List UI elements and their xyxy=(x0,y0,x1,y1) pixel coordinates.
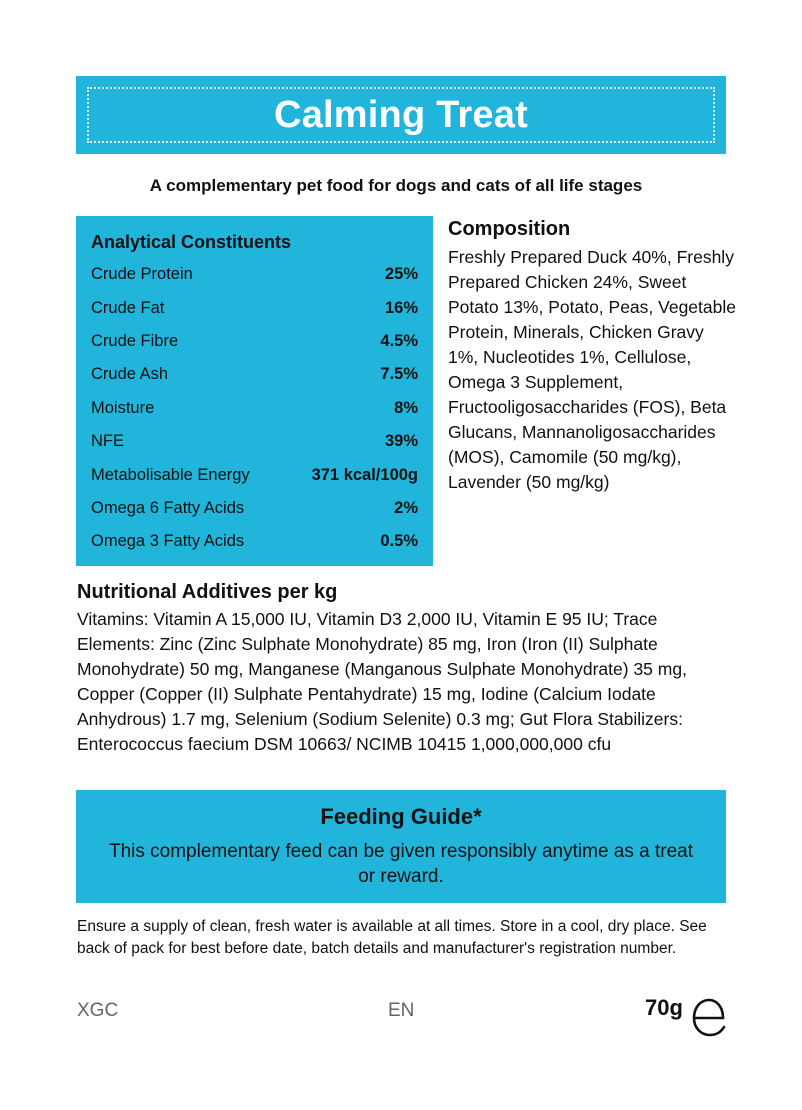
constituent-value: 39% xyxy=(384,432,418,451)
storage-instructions: Ensure a supply of clean, fresh water is available at all times. Store in a cool, dry place. See back of pack for best before date, batch details and manufacturer's registration number. xyxy=(77,918,707,957)
composition-text: Freshly Prepared Duck 40%, Freshly Prepared Chicken 24%, Sweet Potato 13%, Potato, Peas, Vegetable Protein, Minerals, Chicken Gravy 1%, Nucleotides 1%, Cellulose, Omega 3 Supplement, Fructooligosaccharides (FOS), Beta Glucans, Mannanoligosaccharides (MOS), Camomile (50 mg/kg), Lavender (50 mg/kg) xyxy=(448,247,736,492)
constituent-label: Crude Protein xyxy=(91,265,193,284)
analytical-heading: Analytical Constituents xyxy=(91,232,292,252)
feeding-guide-panel xyxy=(76,790,726,903)
constituent-label: Omega 6 Fatty Acids xyxy=(91,498,245,517)
constituent-row xyxy=(91,258,418,291)
constituent-row xyxy=(91,291,418,324)
constituent-label: Moisture xyxy=(91,398,155,417)
composition-heading: Composition xyxy=(448,218,571,240)
constituent-value: 16% xyxy=(384,298,418,317)
title-dotted-frame xyxy=(87,87,715,143)
constituent-row xyxy=(91,425,418,458)
product-code: XGC xyxy=(77,1000,119,1021)
analytical-constituents-panel xyxy=(76,216,433,566)
constituent-label: Crude Fat xyxy=(91,298,165,317)
constituent-label: Omega 3 Fatty Acids xyxy=(91,532,245,551)
additives-heading: Nutritional Additives per kg xyxy=(77,581,338,603)
constituent-row xyxy=(91,392,418,425)
product-title: Calming Treat xyxy=(274,93,528,136)
language-code: EN xyxy=(388,1000,415,1021)
constituent-value: 4.5% xyxy=(380,331,418,350)
feeding-heading: Feeding Guide* xyxy=(320,804,482,829)
constituent-row xyxy=(91,325,418,358)
constituent-label: Crude Fibre xyxy=(91,331,179,350)
product-subtitle: A complementary pet food for dogs and cats of all life stages xyxy=(149,176,643,195)
constituent-label: NFE xyxy=(91,432,124,451)
constituent-value: 7.5% xyxy=(380,365,418,384)
constituent-row xyxy=(91,358,418,391)
constituent-label: Metabolisable Energy xyxy=(91,465,250,484)
constituent-value: 8% xyxy=(394,398,418,417)
constituent-value: 371 kcal/100g xyxy=(311,465,418,484)
constituent-value: 2% xyxy=(394,498,418,517)
constituent-value: 0.5% xyxy=(380,532,418,551)
constituent-row xyxy=(91,458,418,491)
feeding-text: This complementary feed can be given responsibly anytime as a treat or reward. xyxy=(108,841,694,887)
net-weight: 70g xyxy=(645,995,683,1020)
nutritional-additives-section xyxy=(77,581,727,757)
composition-section xyxy=(448,218,738,495)
additives-text: Vitamins: Vitamin A 15,000 IU, Vitamin D3 2,000 IU, Vitamin E 95 IU; Trace Elements: Zinc (Zinc Sulphate Monohydrate) 85 mg, Iron (Iron (II) Sulphate Monohydrate) 50 mg, Manganese (Manganous Sulphate Monohydrate) 35 mg, Copper (Copper (II) Sulphate Pentahydrate) 15 mg, Iodine (Calcium Iodate Anhydrous) 1.7 mg, Selenium (Sodium Selenite) 0.3 mg; Gut Flora Stabilizers: Enterococcus faecium DSM 10663/ NCIMB 10415 1,000,000,000 cfu xyxy=(77,609,687,754)
title-banner xyxy=(76,76,726,154)
constituent-label: Crude Ash xyxy=(91,365,169,384)
constituent-value: 25% xyxy=(384,265,418,284)
constituent-row xyxy=(91,492,418,525)
constituent-row xyxy=(91,525,418,558)
e-mark-icon xyxy=(689,990,729,1038)
